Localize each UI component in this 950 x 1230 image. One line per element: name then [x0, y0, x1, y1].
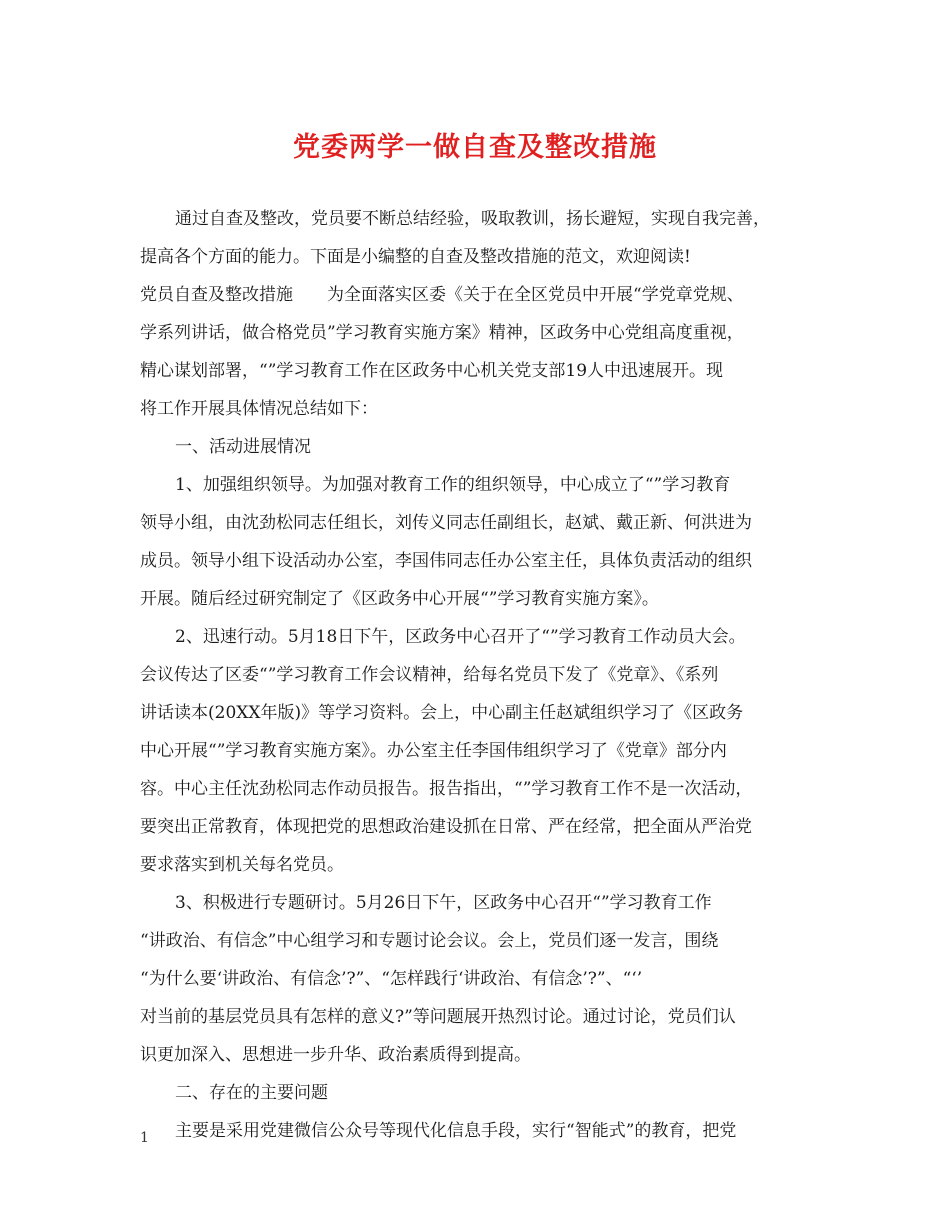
text-line: 中心开展“”学习教育实施方案》。办公室主任李国伟组织学习了《党章》部分内: [140, 741, 727, 761]
text-line: 识更加深入、思想进一步升华、政治素质得到提高。: [140, 1045, 531, 1065]
text-line: 要求落实到机关每名党员。: [140, 855, 344, 875]
text-line: “为什么要‘讲政治、有信念’?”、“怎样践行‘讲政治、有信念’?”、“‘’: [140, 969, 643, 989]
section-heading: 一、活动进展情况: [175, 437, 311, 457]
page-number: 1: [140, 1130, 149, 1146]
text-line: 容。中心主任沈劲松同志作动员报告。报告指出，“”学习教育工作不是一次活动，: [140, 779, 753, 799]
text-line: “讲政治、有信念”中心组学习和专题讨论会议。会上，党员们逐一发言，围绕: [140, 931, 719, 951]
text-line: 学系列讲话，做合格党员”学习教育实施方案》精神，区政务中心党组高度重视，: [140, 323, 744, 343]
text-line: 会议传达了区委“”学习教育工作会议精神，给每名党员下发了《党章》、《系列: [140, 665, 719, 685]
text-line: 2、迅速行动。5月18日下午，区政务中心召开了“”学习教育工作动员大会。: [175, 627, 746, 647]
text-line: 主要是采用党建微信公众号等现代化信息手段，实行“智能式”的教育，把党: [175, 1121, 737, 1141]
document-body: [140, 200, 840, 1150]
text-line: 党员自查及整改措施 为全面落实区委《关于在全区党员中开展“学党章党规、: [140, 285, 744, 305]
text-line: 通过自查及整改，党员要不断总结经验，吸取教训，扬长避短，实现自我完善，: [175, 209, 770, 229]
text-line: 开展。随后经过研究制定了《区政务中心开展“”学习教育实施方案》。: [140, 589, 659, 609]
text-line: 要突出正常教育，体现把党的思想政治建设抓在日常、严在经常，把全面从严治党: [140, 817, 752, 837]
text-line: 讲话读本(20XX年版)》等学习资料。会上，中心副主任赵斌组织学习了《区政务: [140, 703, 744, 723]
text-line: 对当前的基层党员具有怎样的意义?”等问题展开热烈讨论。通过讨论，党员们认: [140, 1007, 736, 1027]
section-heading: 二、存在的主要问题: [175, 1083, 328, 1103]
text-line: 成员。领导小组下设活动办公室，李国伟同志任办公室主任，具体负责活动的组织: [140, 551, 752, 571]
text-line: 提高各个方面的能力。下面是小编整的自查及整改措施的范文，欢迎阅读!: [140, 247, 691, 267]
text-line: 精心谋划部署，“”学习教育工作在区政务中心机关党支部19人中迅速展开。现: [140, 361, 724, 381]
document-title: 党委两学一做自查及整改措施: [293, 132, 657, 163]
text-line: 3、积极进行专题研讨。5月26日下午，区政务中心召开“”学习教育工作: [175, 893, 712, 913]
text-line: 领导小组，由沈劲松同志任组长，刘传义同志任副组长，赵斌、戴正新、何洪进为: [140, 513, 752, 533]
text-line: 1、加强组织领导。为加强对教育工作的组织领导，中心成立了“”学习教育: [175, 475, 731, 495]
text-line: 将工作开展具体情况总结如下：: [140, 399, 378, 419]
